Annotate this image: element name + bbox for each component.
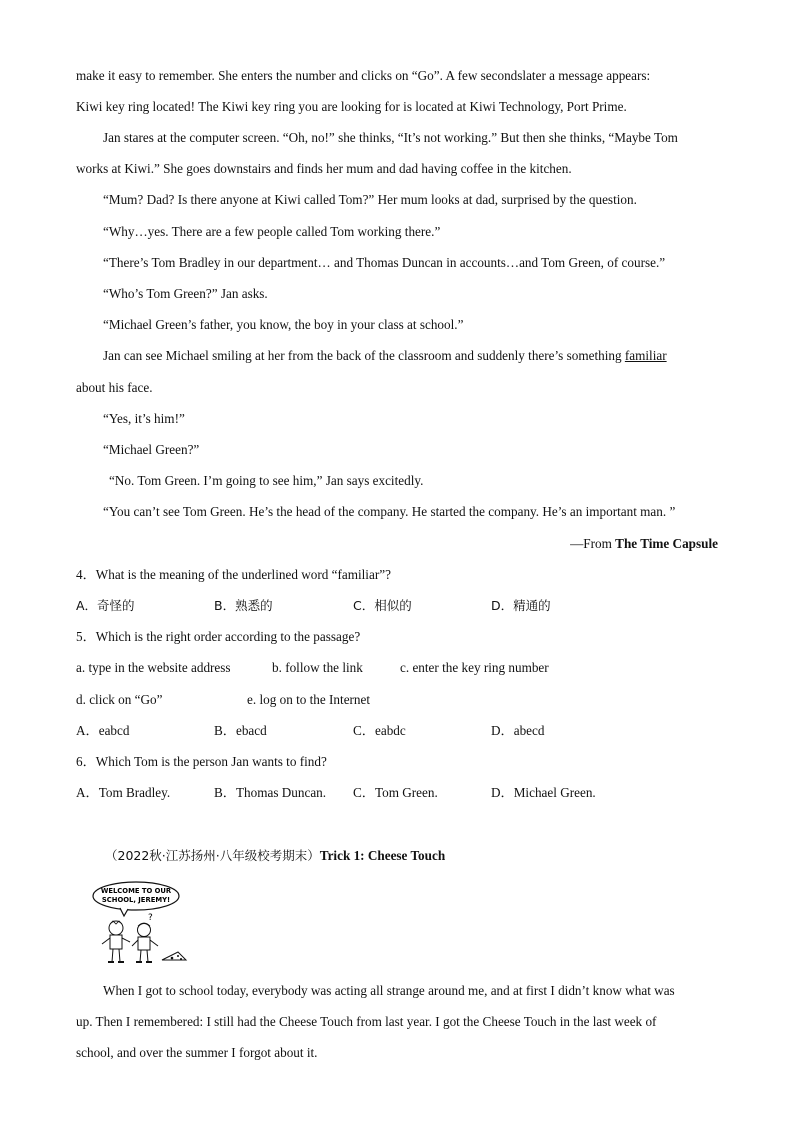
option-d[interactable]: D．精通的 [491, 598, 551, 613]
cartoon-illustration [86, 880, 198, 968]
story-line: “Michael Green’s father, you know, the boy in your class at school.” [103, 317, 464, 332]
option-a[interactable]: A．奇怪的 [76, 598, 135, 613]
source-prefix: —From [570, 536, 616, 551]
option-d[interactable]: D．abecd [491, 723, 545, 738]
option-b[interactable]: B．ebacd [214, 723, 267, 738]
option-d[interactable]: D．Michael Green. [491, 785, 596, 800]
option-a[interactable]: A．eabcd [76, 723, 130, 738]
question-stem: 4．What is the meaning of the underlined word “familiar”? [76, 567, 391, 582]
order-item: b. follow the link [272, 660, 363, 675]
story-line: “Who’s Tom Green?” Jan asks. [103, 286, 268, 301]
section-source: （2022秋·江苏扬州·八年级校考期末） [105, 848, 320, 863]
story-line: “Why…yes. There are a few people called Tom working there.” [103, 224, 441, 239]
bubble-text: SCHOOL, JEREMY! [101, 896, 171, 904]
order-item: d. click on “Go” [76, 692, 163, 707]
story-line: “You can’t see Tom Green. He’s the head of the company. He started the company. He’s an important man. ” [103, 504, 676, 519]
story-line: Kiwi key ring located! The Kiwi key ring you are looking for is located at Kiwi Technology, Port Prime. [76, 99, 627, 114]
underlined-word: familiar [624, 348, 667, 363]
story-line: school, and over the summer I forgot about it. [76, 1045, 318, 1060]
order-item: e. log on to the Internet [247, 692, 371, 707]
option-b[interactable]: B．Thomas Duncan. [214, 785, 327, 800]
option-c[interactable]: C．eabdc [353, 723, 406, 738]
question-mark-icon: ? [148, 913, 153, 923]
story-line [103, 347, 718, 365]
story-line: “Mum? Dad? Is there anyone at Kiwi called Tom?” Her mum looks at dad, surprised by the question. [103, 192, 637, 207]
question-stem: 5．Which is the right order according to the passage? [76, 629, 361, 644]
story-line: make it easy to remember. She enters the number and clicks on “Go”. A few secondslater a message appears: [76, 68, 651, 83]
bubble-text: WELCOME TO OUR [100, 887, 172, 895]
option-b[interactable]: B．熟悉的 [214, 598, 273, 613]
option-a[interactable]: A．Tom Bradley. [76, 785, 171, 800]
story-line: “There’s Tom Bradley in our department… and Thomas Duncan in accounts…and Tom Green, of course.” [103, 255, 666, 270]
story-line: works at Kiwi.” She goes downstairs and finds her mum and dad having coffee in the kitchen. [76, 161, 572, 176]
story-line: Jan stares at the computer screen. “Oh, no!” she thinks, “It’s not working.” But then she thinks, “Maybe Tom [103, 130, 678, 145]
section-heading [105, 847, 445, 865]
story-line: “Yes, it’s him!” [103, 411, 185, 426]
option-c[interactable]: C．相似的 [353, 598, 412, 613]
story-line: “No. Tom Green. I’m going to see him,” Jan says excitedly. [109, 473, 424, 488]
question-stem: 6．Which Tom is the person Jan wants to find? [76, 754, 327, 769]
story-line: up. Then I remembered: I still had the Cheese Touch from last year. I got the Cheese Touch in the last week of [76, 1014, 657, 1029]
option-c[interactable]: C．Tom Green. [353, 785, 438, 800]
source-title: The Time Capsule [615, 536, 718, 551]
story-line: When I got to school today, everybody was acting all strange around me, and at first I didn’t know what was [103, 983, 675, 998]
story-text: Jan can see Michael smiling at her from the back of the classroom and suddenly there’s something [103, 348, 625, 363]
story-line: about his face. [76, 380, 153, 395]
section-title: Trick 1: Cheese Touch [319, 848, 446, 863]
order-item: c. enter the key ring number [400, 660, 549, 675]
source-citation [76, 535, 718, 553]
story-line: “Michael Green?” [103, 442, 200, 457]
order-item: a. type in the website address [76, 660, 231, 675]
